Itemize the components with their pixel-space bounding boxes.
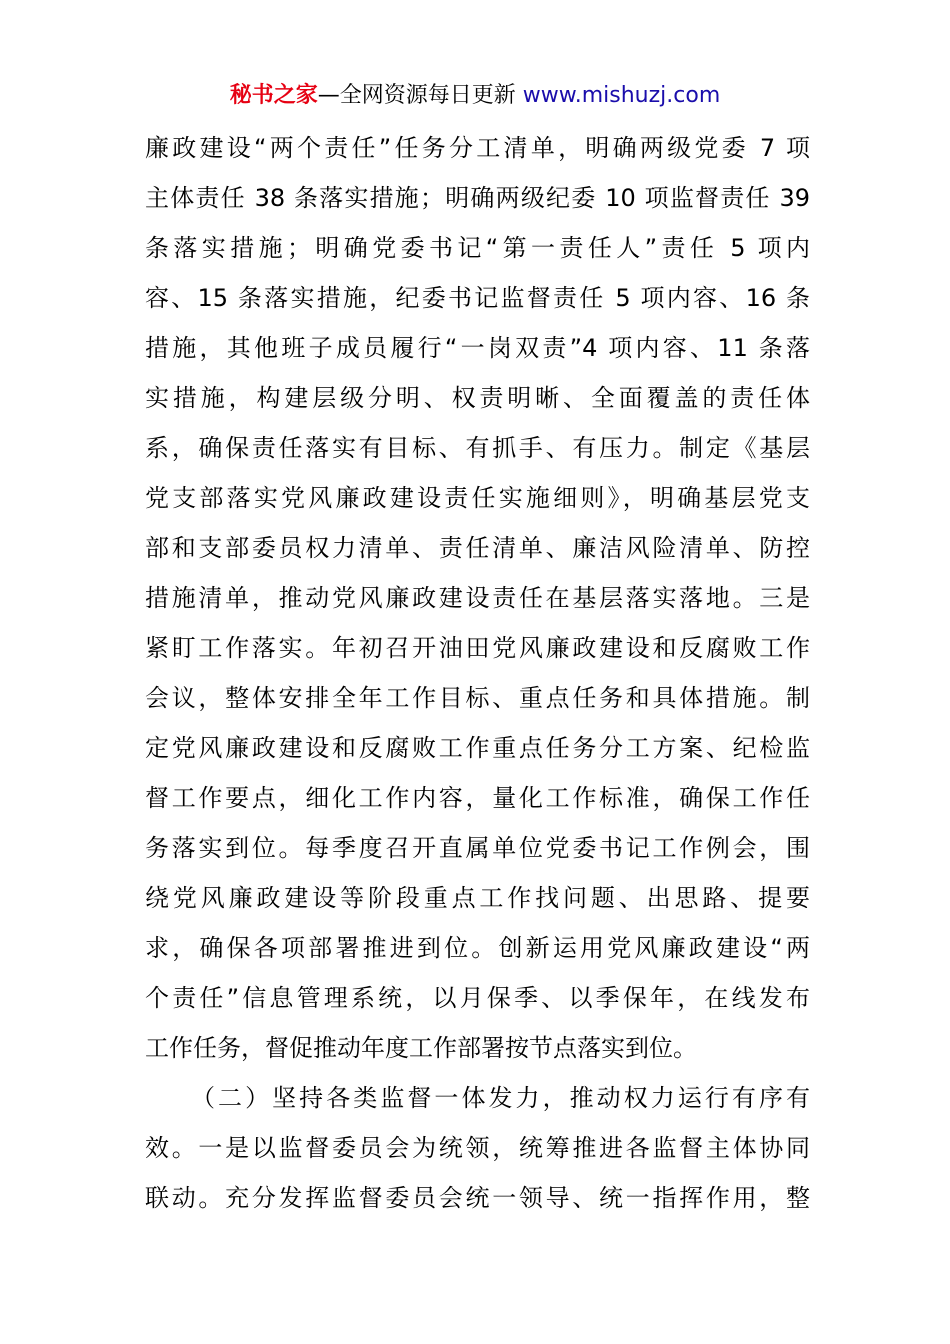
text-line: 措施清单，推动党风廉政建设责任在基层落实落地。三是 [145,584,810,612]
text-line: 部和支部委员权力清单、责任清单、廉洁风险清单、防控 [145,534,810,562]
text-line: 绕党风廉政建设等阶段重点工作找问题、出思路、提要 [145,884,810,912]
text-line: 求，确保各项部署推进到位。创新运用党风廉政建设“两 [145,934,810,962]
text-line: 会议，整体安排全年工作目标、重点任务和具体措施。制 [145,684,810,712]
text-line: 主体责任 38 条落实措施；明确两级纪委 10 项监督责任 39 [145,184,810,212]
text-line: 容、15 条落实措施，纪委书记监督责任 5 项内容、16 条 [145,284,810,312]
document-body [145,123,810,1223]
text-line: 条落实措施；明确党委书记“第一责任人”责任 5 项内 [145,234,810,262]
section-heading-line: （二）坚持各类监督一体发力，推动权力运行有序有 [191,1084,810,1112]
site-brand: 秘书之家 [229,83,318,108]
site-url-link[interactable]: www.mishuzj.com [522,83,721,108]
text-line: 定党风廉政建设和反腐败工作重点任务分工方案、纪检监 [145,734,810,762]
text-line: 效。一是以监督委员会为统领，统筹推进各监督主体协同 [145,1134,810,1162]
text-line: 联动。充分发挥监督委员会统一领导、统一指挥作用，整 [145,1184,810,1212]
text-line: 党支部落实党风廉政建设责任实施细则》，明确基层党支 [145,484,810,512]
text-line: 督工作要点，细化工作内容，量化工作标准，确保工作任 [145,784,810,812]
text-line: 工作任务，督促推动年度工作部署按节点落实到位。 [145,1034,697,1062]
text-line: 系，确保责任落实有目标、有抓手、有压力。制定《基层 [145,434,810,462]
text-line: 个责任”信息管理系统，以月保季、以季保年，在线发布 [145,984,810,1012]
text-line: 务落实到位。每季度召开直属单位党委书记工作例会，围 [145,834,810,862]
site-tagline: —全网资源每日更新 [317,83,523,108]
text-line: 廉政建设“两个责任”任务分工清单，明确两级党委 7 项 [145,134,810,162]
text-line: 实措施，构建层级分明、权责明晰、全面覆盖的责任体 [145,384,810,412]
text-line: 措施，其他班子成员履行“一岗双责”4 项内容、11 条落 [145,334,810,362]
site-header [0,80,950,112]
text-line: 紧盯工作落实。年初召开油田党风廉政建设和反腐败工作 [145,634,810,662]
